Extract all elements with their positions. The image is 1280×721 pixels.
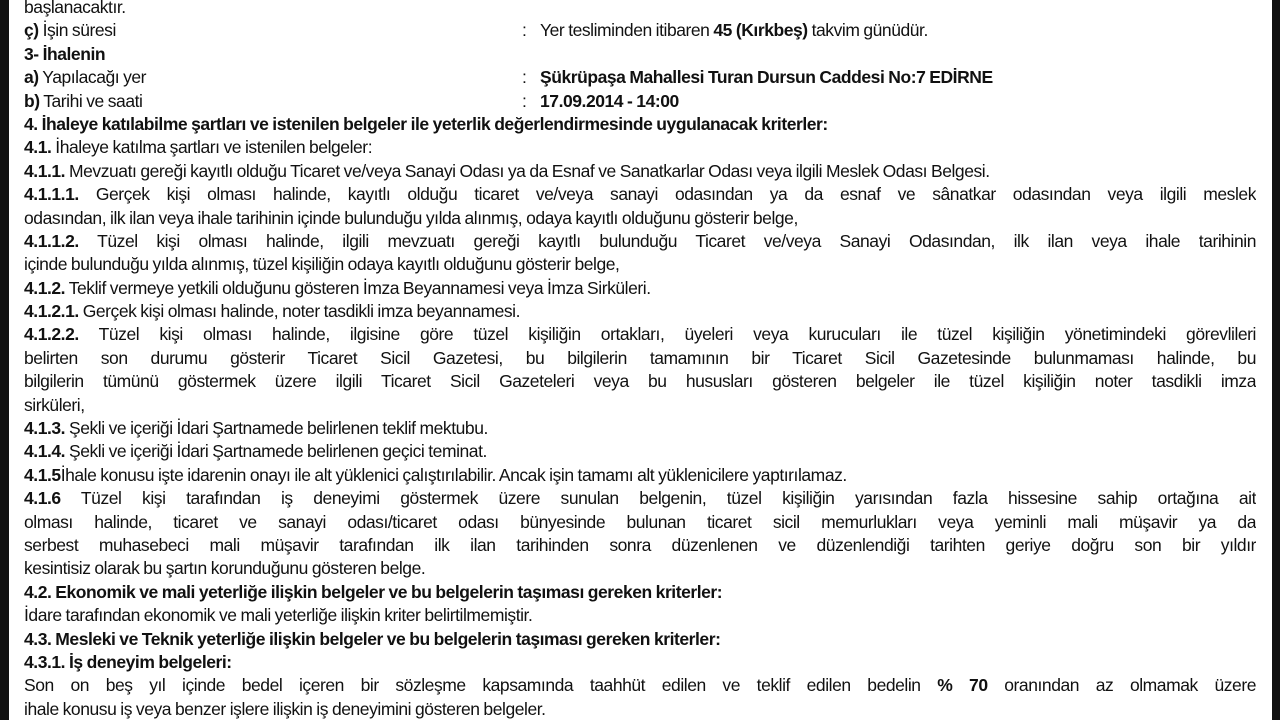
line-text: ihale konusu iş veya benzer işlere ilişkin iş deneyimini gösteren belgeler. [24, 698, 546, 719]
value-text: Yer tesliminden itibaren [540, 20, 714, 41]
line-text: Son on beş yıl içinde bedel içeren bir sözleşme kapsamında taahhüt edilen ve teklif edilen bedelin [24, 675, 938, 696]
document-line [24, 207, 1256, 230]
line-text: Mevzuatı gereği kayıtlı olduğu Ticaret ve/veya Sanayi Odası ya da Esnaf ve Sanatkarlar Odası veya ilgili Meslek Odası Belgesi. [65, 160, 990, 181]
line-text: içinde bulunduğu yılda alınmış, tüzel kişiliğin odaya kayıtlı olduğunu gösterir belge, [24, 254, 620, 275]
line-text: bilgilerin tümünü göstermek üzere ilgili Ticaret Sicil Gazeteleri veya bu hususları gösteren belgeler ile tüzel kişiliğin noter tasdikli imza [24, 371, 1256, 392]
label-letter: ç) [24, 20, 39, 41]
document-line [24, 394, 1256, 417]
line-bold-text: 4.1.4. [24, 441, 66, 462]
line-text: İhaleye katılma şartları ve istenilen belgeler: [51, 137, 373, 158]
document-line [24, 347, 1256, 370]
line-text: Şekli ve içeriği İdari Şartnamede belirlenen geçici teminat. [65, 441, 487, 462]
document-line [24, 651, 1256, 674]
duration-label [24, 19, 522, 42]
document-line [24, 511, 1256, 534]
document-line [24, 628, 1256, 651]
document-line [24, 440, 1256, 463]
line-text: Şekli ve içeriği İdari Şartnamede belirlenen teklif mektubu. [65, 418, 488, 439]
document-line [24, 487, 1256, 510]
label-letter: a) [24, 67, 39, 88]
duration-value [540, 19, 1256, 42]
line-bold-text: 4.1.6 [24, 488, 61, 509]
line-bold-text: 4.1.2.2. [24, 324, 79, 345]
document-line [24, 464, 1256, 487]
line-bold-text: 4.1.2.1. [24, 301, 79, 322]
line-text: Gerçek kişi olması halinde, kayıtlı olduğu ticaret ve/veya sanayi odasından ya da esnaf ve sânatkar odasından veya ilgili meslek [78, 184, 1256, 205]
datetime-row [24, 90, 1256, 113]
document-line [24, 136, 1256, 159]
document-line [24, 160, 1256, 183]
document-line [24, 698, 1256, 721]
line-bold-text: 4.2. Ekonomik ve mali yeterliğe ilişkin belgeler ve bu belgelerin taşıması gereken kriterler: [24, 581, 723, 602]
document-line [24, 557, 1256, 580]
place-value: Şükrüpaşa Mahallesi Turan Dursun Caddesi No:7 EDİRNE [540, 67, 993, 88]
line-text: Tüzel kişi olması halinde, ilgisine göre tüzel kişiliğin ortakları, üyeleri veya kurucuları ile tüzel kişiliğin yönetimindeki görevlileri [78, 324, 1256, 345]
colon: : [522, 90, 527, 111]
document-line [24, 534, 1256, 557]
line-text: Tüzel kişi tarafından iş deneyimi göstermek üzere sunulan belgenin, tüzel kişiliğin yarısından fazla hissesine sahip ortağına ait [60, 488, 1256, 509]
value-text: takvim günüdür. [807, 20, 928, 41]
line-text: İdare tarafından ekonomik ve mali yeterliğe ilişkin kriter belirtilmemiştir. [24, 605, 533, 626]
line-text: kesintisiz olarak bu şartın korunduğunu gösteren belge. [24, 558, 426, 579]
line-bold-text: 4.1.2. [24, 277, 66, 298]
line-text: belirten son durumu gösterir Ticaret Sicil Gazetesi, bu bilgilerin tamamının bir Ticaret Sicil Gazetesinde bulunmaması halinde, bu [24, 347, 1256, 368]
label-text: Yapılacağı yer [38, 67, 147, 88]
colon: : [522, 67, 527, 88]
line-text: oranından az olmamak üzere [987, 675, 1256, 696]
line-bold-text: 4.1.1.1. [24, 184, 79, 205]
line-text: odasından, ilk ilan veya ihale tarihinin içinde bulunduğu yılda alınmış, odaya kayıtlı olduğunu gösterir belge, [24, 207, 798, 228]
line-text: olması halinde, ticaret ve sanayi odası/ticaret odası bünyesinde bulunan ticaret sicil memurlukları veya yeminli mali müşavir ya da [24, 511, 1256, 532]
section-3-title: 3- İhalenin [24, 43, 106, 64]
line-bold-text: 4.1. [24, 137, 52, 158]
label-text: İşin süresi [38, 20, 116, 41]
colon: : [522, 20, 527, 41]
line-bold-text: 4.1.5 [24, 464, 61, 485]
label-letter: b) [24, 90, 40, 111]
document-line [24, 277, 1256, 300]
document-line [24, 417, 1256, 440]
line-bold-text: 4.3.1. İş deneyim belgeleri: [24, 651, 232, 672]
datetime-value: 17.09.2014 - 14:00 [540, 90, 679, 111]
document-line [24, 370, 1256, 393]
line-text: İhale konusu işte idarenin onayı ile alt yüklenici çalıştırılabilir. Ancak işin tamamı alt yüklenicilere yaptırılamaz. [60, 464, 847, 485]
line-text: Tüzel kişi olması halinde, ilgili mevzuatı gereği kayıtlı bulunduğu Ticaret ve/veya Sanayi Odasından, ilk ilan veya ihale tarihinin [78, 230, 1256, 251]
document-line [24, 183, 1256, 206]
document-line [24, 300, 1256, 323]
tender-announcement-document [24, 0, 1256, 721]
datetime-label [24, 90, 522, 113]
line-bold-text: 4.3. Mesleki ve Teknik yeterliğe ilişkin belgeler ve bu belgelerin taşıması gereken kriterler: [24, 628, 721, 649]
scan-border-right [1272, 0, 1280, 720]
line-bold-text: 4.1.1. [24, 160, 66, 181]
line-text: Teklif vermeye yetkili olduğunu gösteren İmza Beyannamesi veya İmza Sirküleri. [65, 277, 651, 298]
line-bold-text: 4. İhaleye katılabilme şartları ve istenilen belgeler ile yeterlik değerlendirmesinde uygulanacak kriterler: [24, 113, 828, 134]
label-text: Tarihi ve saati [39, 90, 143, 111]
line-bold-text: % 70 [937, 675, 988, 696]
place-label [24, 66, 522, 89]
document-line [24, 604, 1256, 627]
line-text: serbest muhasebeci mali müşavir tarafından ilk ilan tarihinden sonra düzenlenen ve düzenlendiği tarihten geriye doğru son bir yıldır [24, 534, 1256, 555]
line-bold-text: 4.1.3. [24, 418, 66, 439]
value-bold: 45 (Kırkbeş) [713, 20, 808, 41]
requirements-section [24, 113, 1256, 721]
document-line [24, 113, 1256, 136]
duration-row [24, 19, 1256, 42]
line-text: sirküleri, [24, 394, 85, 415]
document-line [24, 674, 1256, 697]
line-text: Gerçek kişi olması halinde, noter tasdikli imza beyannamesi. [78, 301, 521, 322]
intro-tail: başlanacaktır. [24, 0, 126, 17]
document-line [24, 253, 1256, 276]
document-line [24, 581, 1256, 604]
scan-border-left [0, 0, 9, 720]
document-line [24, 323, 1256, 346]
line-bold-text: 4.1.1.2. [24, 230, 79, 251]
place-row [24, 66, 1256, 89]
document-line [24, 230, 1256, 253]
